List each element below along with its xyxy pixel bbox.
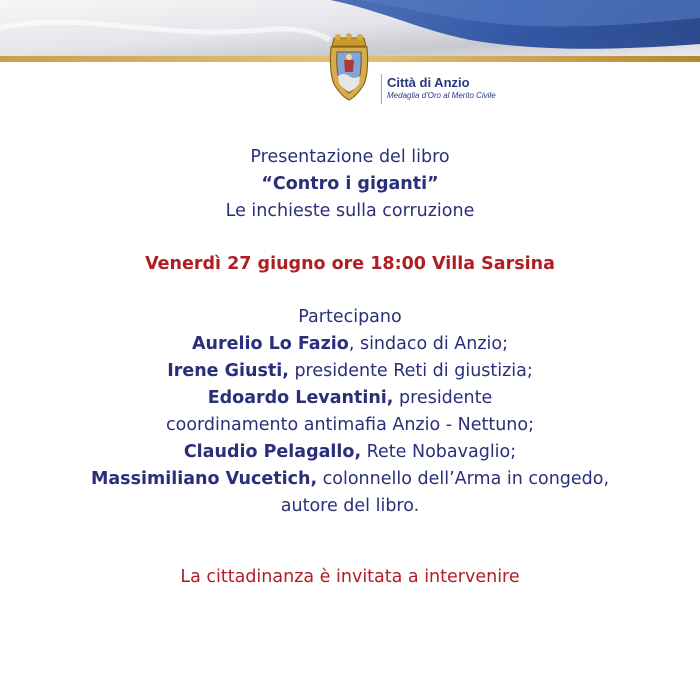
- participant-role: presidente Reti di giustizia;: [288, 361, 533, 381]
- city-name: Città di Anzio: [387, 75, 470, 90]
- participant-role: presidente: [393, 388, 493, 408]
- participant-line: [0, 466, 700, 493]
- participant-name: Aurelio Lo Fazio: [192, 334, 349, 354]
- participant-role: coordinamento antimafia Anzio - Nettuno;: [166, 415, 534, 435]
- participant-line: [0, 493, 700, 520]
- participant-role: autore del libro.: [280, 496, 420, 516]
- event-date-place: Venerdì 27 giugno ore 18:00 Villa Sarsina: [145, 254, 555, 274]
- book-subtitle: Le inchieste sulla corruzione: [225, 201, 475, 221]
- participant-name: Edoardo Levantini,: [207, 388, 394, 408]
- participants-heading: Partecipano: [298, 307, 402, 327]
- intro-line: Presentazione del libro: [250, 147, 450, 167]
- participant-line: [0, 439, 700, 466]
- participant-role: Rete Nobavaglio;: [361, 442, 517, 462]
- participant-role: colonnello dell’Arma in congedo,: [317, 469, 610, 489]
- participant-name: Massimiliano Vucetich,: [90, 469, 318, 489]
- participant-line: [0, 412, 700, 439]
- participant-role: , sindaco di Anzio;: [348, 334, 508, 354]
- participant-name: Claudio Pelagallo,: [183, 442, 362, 462]
- participant-name: Irene Giusti,: [167, 361, 289, 381]
- book-title: “Contro i giganti”: [261, 174, 439, 194]
- city-logo: [326, 32, 526, 104]
- anzio-crest-icon: [326, 32, 372, 102]
- logo-divider: [381, 74, 382, 104]
- invitation-line: La cittadinanza è invitata a intervenire: [180, 567, 520, 587]
- participant-line: [0, 385, 700, 412]
- participant-line: [0, 358, 700, 385]
- poster-content: [0, 144, 700, 591]
- participant-line: [0, 331, 700, 358]
- city-subtitle: Medaglia d'Oro al Merito Civile: [387, 91, 496, 100]
